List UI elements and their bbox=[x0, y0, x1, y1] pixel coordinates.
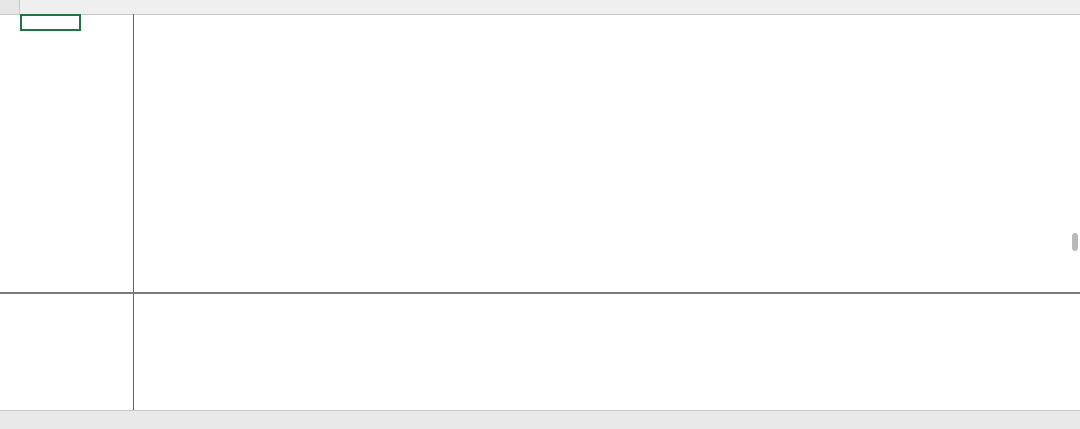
freeze-pane-divider bbox=[133, 14, 134, 410]
frozen-rows-divider bbox=[0, 292, 1080, 294]
wechat-icon bbox=[938, 367, 968, 393]
vertical-scrollbar-thumb[interactable] bbox=[1072, 233, 1078, 251]
watermark bbox=[938, 358, 976, 402]
select-all-corner[interactable] bbox=[0, 0, 20, 14]
selected-cell-A1[interactable] bbox=[20, 14, 81, 31]
column-header-bar bbox=[0, 0, 1080, 15]
sheet-tab-bar bbox=[0, 410, 1080, 429]
